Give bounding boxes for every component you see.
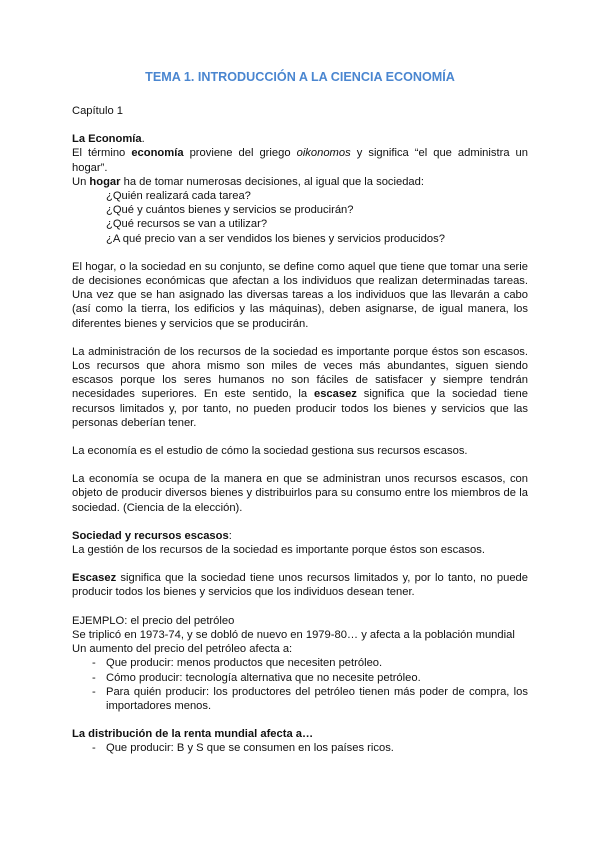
- def-term-economia: economía: [131, 147, 184, 160]
- escasez-text-1: La administración de los recursos de la sociedad es importante porque éstos son escasos. Los recursos que ahora mismo son miles de veces más abundantes, siguen siendo escasos porque los seres humanos no son fáciles de satisfacer y siempre tendrán necesidades superiores. En este sentido, la: [72, 345, 528, 401]
- list-item: - Que producir: menos productos que necesiten petróleo.: [72, 656, 528, 670]
- section-heading-text: La distribución de la renta mundial afecta a…: [72, 728, 314, 741]
- list-item: - Que producir: B y S que se consumen en los países ricos.: [72, 741, 528, 755]
- def-text-3: y significa “el que administra un hogar”.: [72, 147, 529, 174]
- chapter-label: Capítulo 1: [72, 105, 123, 117]
- question-item: ¿A qué precio van a ser vendidos los bienes y servicios producidos?: [106, 232, 445, 245]
- def-text-2: proviene del griego: [183, 147, 297, 160]
- economia-study-paragraph: La economía es el estudio de cómo la sociedad gestiona sus recursos escasos.: [72, 445, 468, 458]
- hogar-paragraph: [72, 175, 528, 189]
- distribution-list: [72, 741, 528, 755]
- document-title: TEMA 1. INTRODUCCIÓN A LA CIENCIA ECONOMÍA: [145, 70, 455, 84]
- document-body: [72, 104, 528, 756]
- escasez-term: escasez: [313, 388, 357, 401]
- escasez-definition-paragraph: [72, 571, 528, 599]
- definition-paragraph: [72, 146, 528, 174]
- example-line-1: Se triplicó en 1973-74, y se dobló de nuevo en 1979-80… y afecta a la población mundial: [72, 628, 515, 641]
- hogar-text-1: Un: [72, 175, 90, 188]
- def-text-1: El término: [72, 147, 132, 160]
- list-item: - Cómo producir: tecnología alternativa que no necesite petróleo.: [72, 671, 528, 685]
- hogar-text-2: ha de tomar numerosas decisiones, al igual que la sociedad:: [120, 175, 424, 188]
- escasez-paragraph: [72, 345, 528, 430]
- question-item: ¿Qué y cuántos bienes y servicios se producirán?: [106, 204, 354, 217]
- section-heading-text: Sociedad y recursos escasos: [72, 529, 229, 542]
- escasez-definition-text: significa que la sociedad tiene unos recursos limitados y, por lo tanto, no puede producir todos los bienes y servicios que los individuos desean tener.: [72, 572, 528, 599]
- def-term-oikonomos: oikonomos: [296, 147, 351, 160]
- hogar-term: hogar: [89, 175, 121, 188]
- question-item: ¿Quién realizará cada tarea?: [106, 190, 251, 203]
- section-heading-text: La Economía: [72, 133, 142, 146]
- heading-period: .: [141, 133, 145, 146]
- example-list: [72, 656, 528, 713]
- economia-scope-paragraph: La economía se ocupa de la manera en que se administran unos recursos escasos, con objeto de producir diversos bienes y distribuirlos para su consumo entre los miembros de la sociedad. (Ciencia de la elección).: [72, 473, 528, 514]
- example-heading: EJEMPLO: el precio del petróleo: [72, 614, 235, 627]
- escasez-term: Escasez: [72, 572, 117, 585]
- question-item: ¿Qué recursos se van a utilizar?: [106, 218, 268, 231]
- section-heading-distribucion: [72, 727, 528, 741]
- escasez-text-2: significa que la sociedad tiene recursos limitados y, por tanto, no pueden producir todos los bienes y servicios que las personas deberían tener.: [72, 388, 528, 429]
- example-line-2: Un aumento del precio del petróleo afecta a:: [72, 643, 293, 656]
- section-heading-sociedad: [72, 529, 528, 543]
- heading-colon: :: [228, 529, 232, 542]
- gestion-paragraph: La gestión de los recursos de la sociedad es importante porque éstos son escasos.: [72, 544, 485, 557]
- section-heading-economia: [72, 132, 528, 146]
- list-item: - Para quién producir: los productores del petróleo tienen más poder de compra, los importadores menos.: [72, 685, 528, 713]
- hogar-definition-paragraph: El hogar, o la sociedad en su conjunto, se define como aquel que tiene que tomar una serie de decisiones económicas que afectan a los individuos que realizan determinadas tareas. Una vez que se han asignado las diversas tareas a los individuos que las llevarán a cabo (así como la tierra, los edificios y las máquinas), deben asignarse, de igual manera, los diferentes bienes y servicios que se producirán.: [72, 260, 528, 330]
